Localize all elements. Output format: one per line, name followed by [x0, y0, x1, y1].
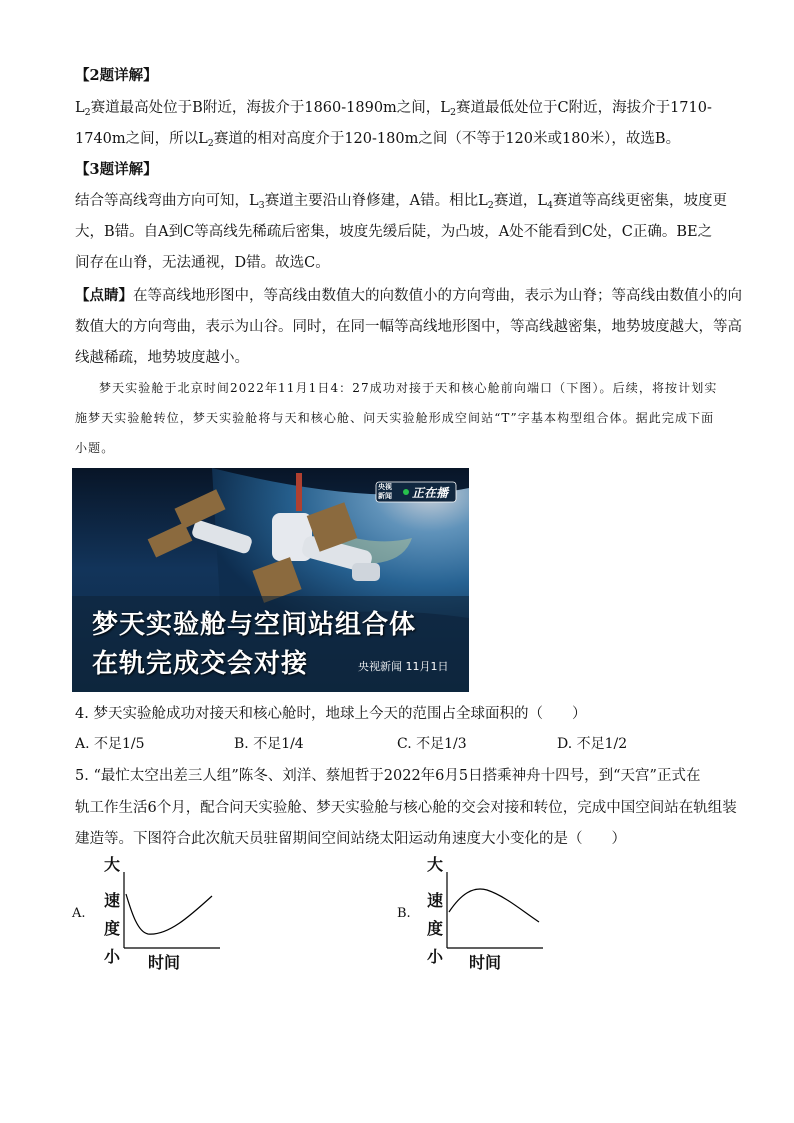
live-label: 正在播: [412, 486, 449, 500]
graph-b-speed-label-1: 速: [427, 891, 444, 910]
graph-option-a[interactable]: [70, 852, 230, 972]
tip-line-1: 【点睛】在等高线地形图中，等高线由数值大的向数值小的方向弯曲，表示为山脊；等高线由数值小的向: [75, 287, 742, 304]
question-4-stem: 4. 梦天实验舱成功对接天和核心舱时，地球上今天的范围占全球面积的（ ）: [75, 706, 587, 722]
q4-option-a[interactable]: A. 不足1/5: [75, 736, 145, 752]
section-2-title: 【2题详解】: [75, 67, 158, 84]
graph-a-x-label: 时间: [148, 953, 181, 972]
graph-b-bottom-label: 小: [427, 947, 444, 966]
section-3-line-2: 大，B错。自A到C等高线先稀疏后密集，坡度先缓后陡，为凸坡，A处不能看到C处，C正确。BE之: [75, 224, 713, 240]
news-screenshot-image: [72, 468, 469, 692]
graph-a-speed-label-1: 速: [104, 891, 121, 910]
question-5-line-1: 5. “最忙太空出差三人组”陈冬、刘洋、蔡旭哲于2022年6月5日搭乘神舟十四号，到“天宫”正式在: [75, 768, 701, 784]
section-3-title: 【3题详解】: [75, 161, 158, 178]
news-headline-2: 在轨完成交会对接: [92, 649, 309, 679]
question-5-line-3: 建造等。下图符合此次航天员驻留期间空间站绕太阳运动角速度大小变化的是（ ）: [75, 831, 626, 847]
graph-a-bottom-label: 小: [104, 947, 121, 966]
graph-option-b[interactable]: [395, 852, 555, 972]
graph-a-top-label: 大: [104, 855, 121, 874]
section-3-line-3: 间存在山脊，无法通视，D错。故选C。: [75, 255, 330, 271]
news-caption: 央视新闻 11月1日: [358, 660, 449, 673]
graph-b-plot: [395, 852, 555, 972]
q4-option-b[interactable]: B. 不足1/4: [234, 736, 304, 752]
section-3-line-1: 结合等高线弯曲方向可知，$L_3$赛道主要沿山脊修建，A错。相比$L_2$赛道，$L_4$赛道等高线更密集，坡度更: [75, 193, 728, 211]
q4-option-d[interactable]: D. 不足1/2: [557, 736, 628, 752]
tip-line-2: 数值大的方向弯曲，表示为山谷。同时，在同一幅等高线地形图中，等高线越密集，地势坡度越大，等高: [75, 319, 742, 335]
graph-a-plot: [70, 852, 230, 972]
graph-b-top-label: 大: [427, 855, 444, 874]
graph-a-option-label: A.: [72, 906, 86, 921]
tip-line-3: 线越稀疏，地势坡度越小。: [75, 350, 249, 366]
graph-b-curve: [449, 889, 539, 922]
section-2-line-1: $L_2$赛道最高处位于B附近，海拔介于1860-1890m之间，$L_2$赛道最低处位于C附近，海拔介于1710-: [75, 100, 712, 118]
graph-b-speed-label-2: 度: [427, 919, 444, 938]
graph-a-speed-label-2: 度: [104, 919, 121, 938]
graph-b-option-label: B.: [397, 906, 411, 921]
cctv-logo: 央视 新闻: [378, 483, 392, 500]
q4-option-c[interactable]: C. 不足1/3: [397, 736, 467, 752]
graph-b-x-label: 时间: [469, 953, 502, 972]
news-headline-1: 梦天实验舱与空间站组合体: [92, 610, 417, 640]
tip-label: 【点睛】: [75, 287, 133, 304]
question-5-line-2: 轨工作生活6个月，配合问天实验舱、梦天实验舱与核心舱的交会对接和转位，完成中国空间站在轨组装: [75, 800, 737, 816]
graph-a-curve: [126, 894, 212, 934]
section-2-line-2: 1740m之间，所以$L_2$赛道的相对高度介于120-180m之间（不等于120米或180米），故选B。: [75, 131, 681, 149]
question-intro: 梦天实验舱于北京时间2022年11月1日4：27成功对接于天和核心舱前向端口（下图）。后续，将按计划实施梦天实验舱转位，梦天实验舱将与天和核心舱、问天实验舱形成空间站“T”字基本构型组合体。据此完成下面小题。: [75, 381, 718, 455]
